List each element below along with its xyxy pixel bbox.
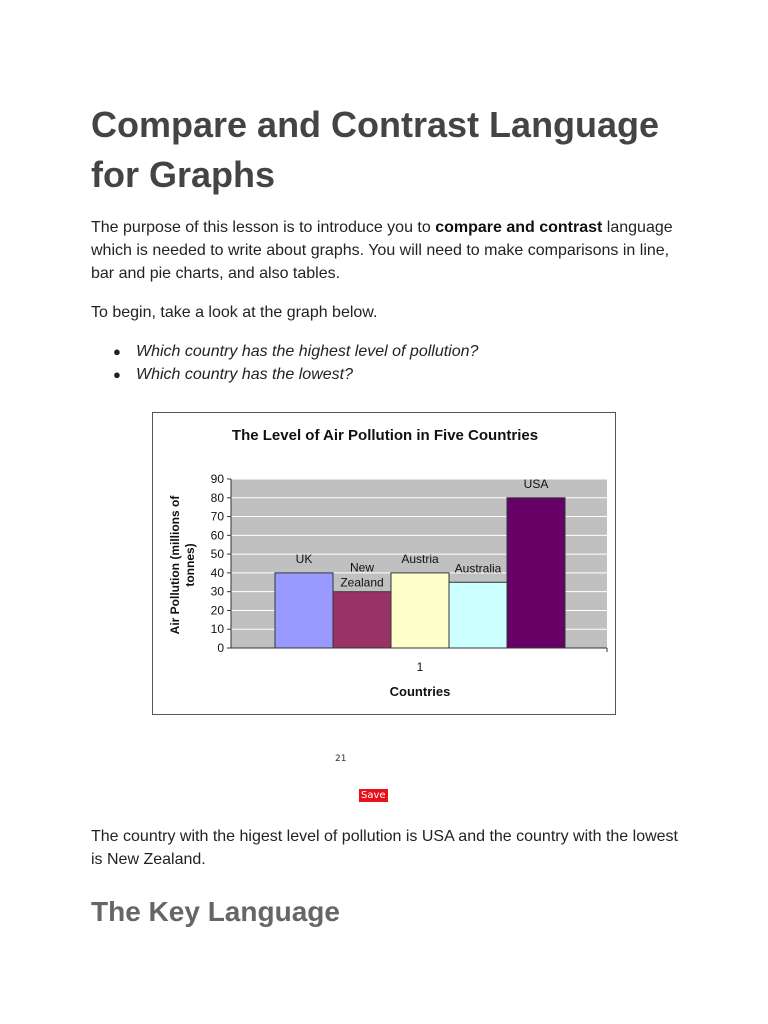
y-tick-label: 50 (210, 547, 224, 562)
bar-series-label: UK (295, 551, 313, 566)
y-tick-label: 40 (210, 565, 224, 580)
y-tick-label: 70 (210, 509, 224, 524)
list-item (91, 363, 478, 386)
section-heading: The Key Language (91, 896, 340, 927)
bar-australia (449, 582, 507, 648)
bullet-icon: ● (113, 367, 121, 382)
x-axis-label: Countries (389, 684, 451, 699)
question-text: Which country has the highest level of pollution? (136, 343, 479, 360)
y-tick-label: 10 (210, 622, 224, 637)
bar-series-label: New (349, 560, 375, 575)
y-tick-label: 0 (217, 641, 224, 655)
bar-usa (507, 498, 565, 648)
y-tick-label: 60 (210, 528, 224, 543)
save-button[interactable]: Save (361, 790, 386, 801)
question-list (91, 340, 478, 386)
intro-text-end: language which is needed to write about graphs. You will need to make comparisons in line, bar and pie charts, and also tables. (91, 219, 673, 282)
y-tick-label: 90 (210, 472, 224, 486)
x-tick-label: 1 (416, 660, 424, 674)
chart-title: The Level of Air Pollution in Five Countries (231, 427, 539, 444)
conclusion-paragraph: The country with the higest level of pollution is USA and the country with the lowest is New Zealand. (91, 828, 678, 868)
bullet-icon: ● (113, 344, 121, 359)
intro-bold-phrase: compare and contrast (435, 219, 603, 236)
bar-series-label: Zealand (340, 575, 384, 590)
bar-uk (275, 573, 333, 648)
bar-austria (391, 573, 449, 648)
question-text: Which country has the lowest? (136, 366, 353, 383)
bar-series-label: Australia (454, 561, 502, 576)
intro-text-start: The purpose of this lesson is to introduce you to (91, 219, 436, 236)
chart-frame (152, 412, 616, 715)
begin-paragraph: To begin, take a look at the graph below. (91, 304, 378, 321)
page-number: 21 (335, 754, 347, 764)
page-title: Compare and Contrast Language for Graphs (91, 104, 660, 195)
bar-chart (153, 413, 615, 714)
bar-new-zealand (333, 592, 391, 648)
y-tick-label: 80 (210, 490, 224, 505)
intro-paragraph (91, 216, 681, 285)
y-axis-label: Air Pollution (millions oftonnes) (168, 495, 197, 635)
y-tick-label: 30 (210, 584, 224, 599)
bar-series-label: USA (523, 476, 549, 491)
bar-series-label: Austria (401, 551, 439, 566)
y-tick-label: 20 (210, 603, 224, 618)
list-item (91, 340, 478, 363)
